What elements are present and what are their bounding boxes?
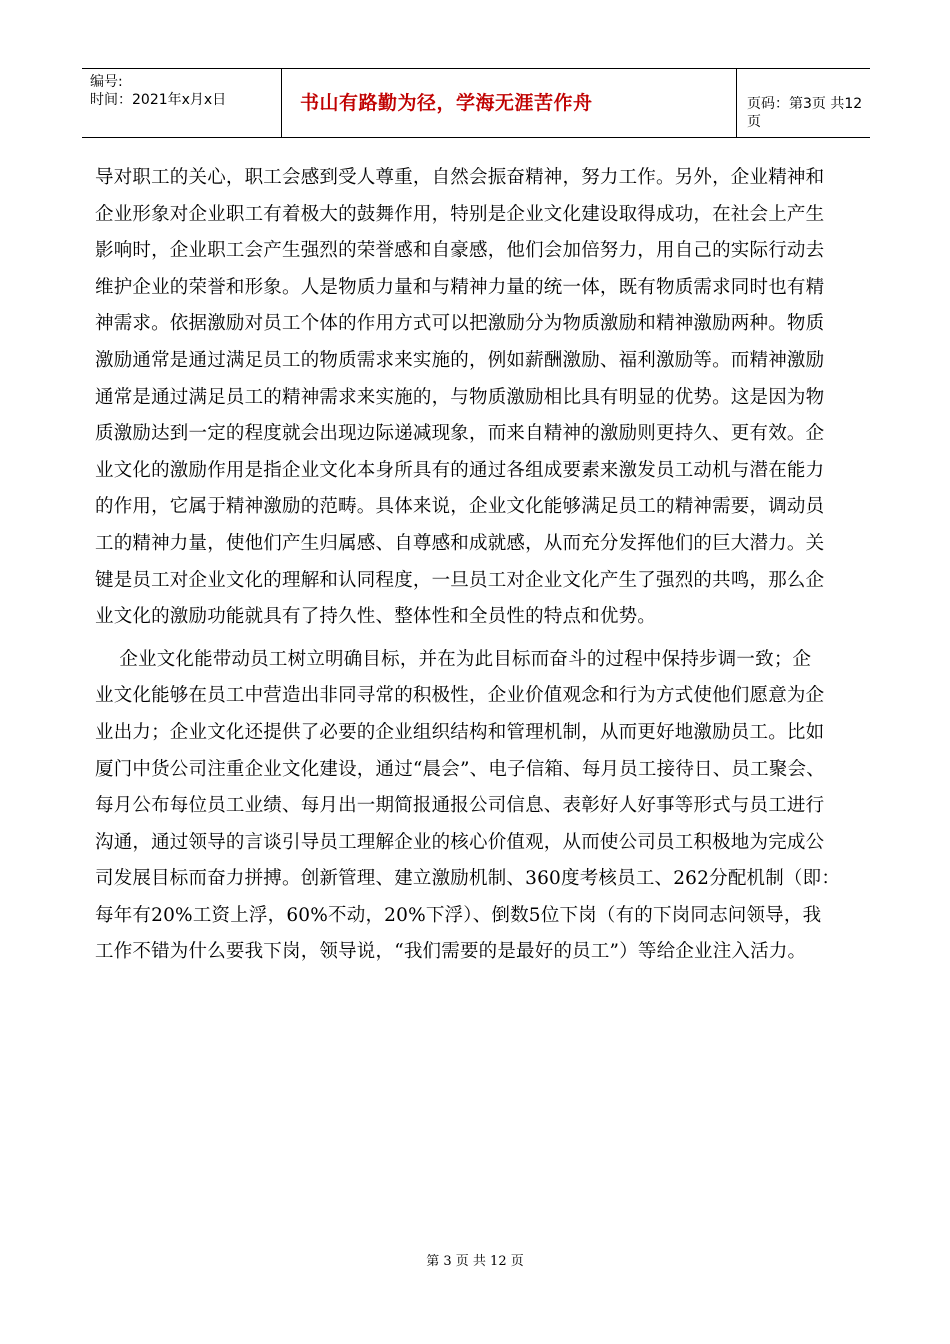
text-line: 的作用，它属于精神激励的范畴。具体来说，企业文化能够满足员工的精神需要，调动员: [95, 496, 825, 518]
header-right-cell: [737, 69, 870, 137]
text-line: 业文化的激励功能就具有了持久性、整体性和全员性的特点和优势。: [95, 606, 657, 628]
text-line: 影响时，企业职工会产生强烈的荣誉感和自豪感，他们会加倍努力，用自己的实际行动去: [95, 240, 825, 262]
text-line: 每月公布每位员工业绩、每月出一期简报通报公司信息、表彰好人好事等形式与员工进行: [95, 795, 825, 817]
text-line: 通常是通过满足员工的精神需求来实施的，与物质激励相比具有明显的优势。这是因为物: [95, 386, 825, 408]
document-body: [95, 160, 859, 971]
text-line: 维护企业的荣誉和形象。人是物质力量和与精神力量的统一体，既有物质需求同时也有精: [95, 276, 825, 298]
text-line: 每年有20%工资上浮，60%不动，20%下浮）、倒数5位下岗（有的下岗同志问领导，我: [95, 904, 822, 926]
number-label: 编号:: [90, 74, 123, 90]
text-line: 厦门中货公司注重企业文化建设，通过“晨会”、电子信箱、每月员工接待日、员工聚会、: [95, 758, 825, 780]
time-label: 时间：2021年x月x日: [90, 92, 227, 108]
text-line: 键是员工对企业文化的理解和认同程度，一旦员工对企业文化产生了强烈的共鸣，那么企: [95, 569, 825, 591]
page-info: 页码：第3页 共12页: [747, 96, 863, 130]
text-line: 工的精神力量，使他们产生归属感、自尊感和成就感，从而充分发挥他们的巨大潜力。关: [95, 532, 825, 554]
text-line: 企业文化能带动员工树立明确目标，并在为此目标而奋斗的过程中保持步调一致；企: [95, 648, 812, 670]
text-line: 业文化能够在员工中营造出非同寻常的积极性，企业价值观念和行为方式使他们愿意为企: [95, 685, 825, 707]
document-header: [82, 68, 870, 138]
text-line: 司发展目标而奋力拼搏。创新管理、建立激励机制、360度考核员工、262分配机制（即：: [95, 868, 841, 890]
text-line: 质激励达到一定的程度就会出现边际递减现象，而来自精神的激励则更持久、更有效。企: [95, 423, 825, 445]
text-line: 沟通，通过领导的言谈引导员工理解企业的核心价值观，从而使公司员工积极地为完成公: [95, 831, 825, 853]
header-left-cell: [82, 69, 282, 137]
text-line: 神需求。依据激励对员工个体的作用方式可以把激励分为物质激励和精神激励两种。物质: [95, 313, 825, 335]
text-line: 企业形象对企业职工有着极大的鼓舞作用，特别是企业文化建设取得成功，在社会上产生: [95, 203, 825, 225]
text-line: 激励通常是通过满足员工的物质需求来实施的，例如薪酬激励、福利激励等。而精神激励: [95, 349, 825, 371]
text-line: 业出力；企业文化还提供了必要的企业组织结构和管理机制，从而更好地激励员工。比如: [95, 721, 825, 743]
paragraph-1: [95, 160, 859, 636]
text-line: 业文化的激励作用是指企业文化本身所具有的通过各组成要素来激发员工动机与潜在能力: [95, 459, 825, 481]
paragraph-2: [95, 642, 859, 971]
motto: 书山有路勤为径，学海无涯苦作舟: [300, 92, 593, 114]
text-line: 导对职工的关心，职工会感到受人尊重，自然会振奋精神，努力工作。另外，企业精神和: [95, 167, 825, 188]
header-middle-cell: [282, 69, 737, 137]
text-line: 工作不错为什么要我下岗，领导说，“我们需要的是最好的员工”）等给企业注入活力。: [95, 941, 807, 963]
page-footer: 第 3 页 共 12 页: [426, 1254, 524, 1269]
